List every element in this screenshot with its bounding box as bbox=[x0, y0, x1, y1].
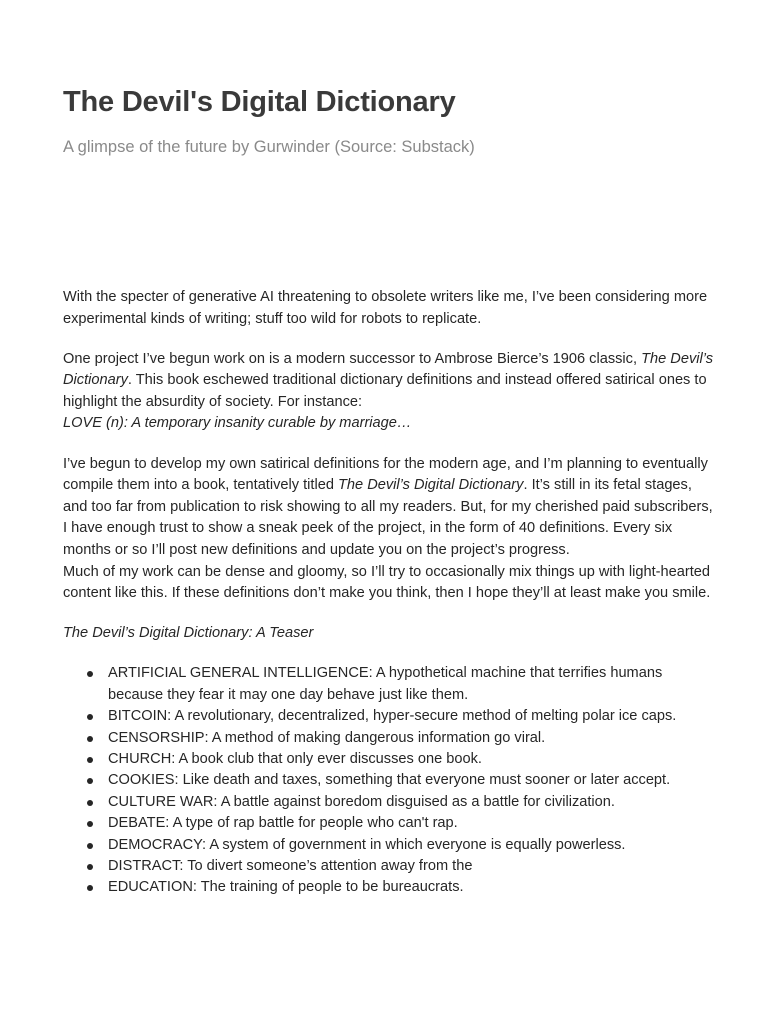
list-item: CHURCH: A book club that only ever discusses one book. bbox=[63, 749, 713, 770]
example-quote: LOVE (n): A temporary insanity curable by marriage… bbox=[63, 415, 412, 432]
list-item: COOKIES: Like death and taxes, something that everyone must sooner or later accept. bbox=[63, 770, 713, 791]
book-title-devils-dictionary: The Devil’s Dictionary bbox=[63, 350, 714, 389]
paragraph-project bbox=[63, 349, 713, 435]
paragraph-project-text-a: One project I’ve begun work on is a modern successor to Ambrose Bierce’s 1906 classic, bbox=[63, 350, 642, 367]
page-title: The Devil's Digital Dictionary bbox=[63, 86, 456, 118]
paragraph-project-text-b: . This book eschewed traditional dictionary definitions and instead offered satirical ones to highlight the absurdity of society. For instance: bbox=[63, 372, 707, 410]
list-item: BITCOIN: A revolutionary, decentralized, hyper-secure method of melting polar ice caps. bbox=[63, 706, 713, 727]
list-item: DEMOCRACY: A system of government in which everyone is equally powerless. bbox=[63, 835, 713, 856]
paragraph-plan-text-b: . It’s still in its fetal stages, and too far from publication to risk showing to all my readers. But, for my cherished paid subscribers, I have enough trust to show a sneak peek of the project, in the form of 40 definitions. Every six months or so I’ll post new definitions and update you on the project’s progress. bbox=[63, 477, 713, 558]
paragraph-plan bbox=[63, 454, 713, 562]
list-item: CENSORSHIP: A method of making dangerous information go viral. bbox=[63, 728, 713, 749]
list-item: DISTRACT: To divert someone’s attention away from the bbox=[63, 856, 713, 877]
paragraph-plan-text-a: I’ve begun to develop my own satirical definitions for the modern age, and I’m planning to eventually compile them into a book, tentatively titled bbox=[63, 455, 708, 494]
list-item: CULTURE WAR: A battle against boredom disguised as a battle for civilization. bbox=[63, 792, 713, 813]
list-item: DEBATE: A type of rap battle for people who can't rap. bbox=[63, 813, 713, 834]
paragraph-tone: Much of my work can be dense and gloomy, so I’ll try to occasionally mix things up with light-hearted content like this. If these definitions don’t make you think, then I hope they’ll at least make you smile. bbox=[63, 563, 711, 602]
list-item: ARTIFICIAL GENERAL INTELLIGENCE: A hypothetical machine that terrifies humans because they fear it may one day behave just like them. bbox=[63, 663, 713, 706]
teaser-heading: The Devil’s Digital Dictionary: A Teaser bbox=[63, 625, 314, 642]
definitions-list bbox=[63, 663, 713, 898]
article-body bbox=[63, 287, 713, 899]
page-subtitle: A glimpse of the future by Gurwinder (Source: Substack) bbox=[63, 138, 475, 156]
paragraph-intro: With the specter of generative AI threatening to obsolete writers like me, I’ve been considering more experimental kinds of writing; stuff too wild for robots to replicate. bbox=[63, 289, 708, 327]
article-header bbox=[63, 84, 713, 158]
book-title-digital-dictionary: The Devil’s Digital Dictionary bbox=[338, 477, 524, 494]
list-item: EDUCATION: The training of people to be bureaucrats. bbox=[63, 877, 713, 898]
